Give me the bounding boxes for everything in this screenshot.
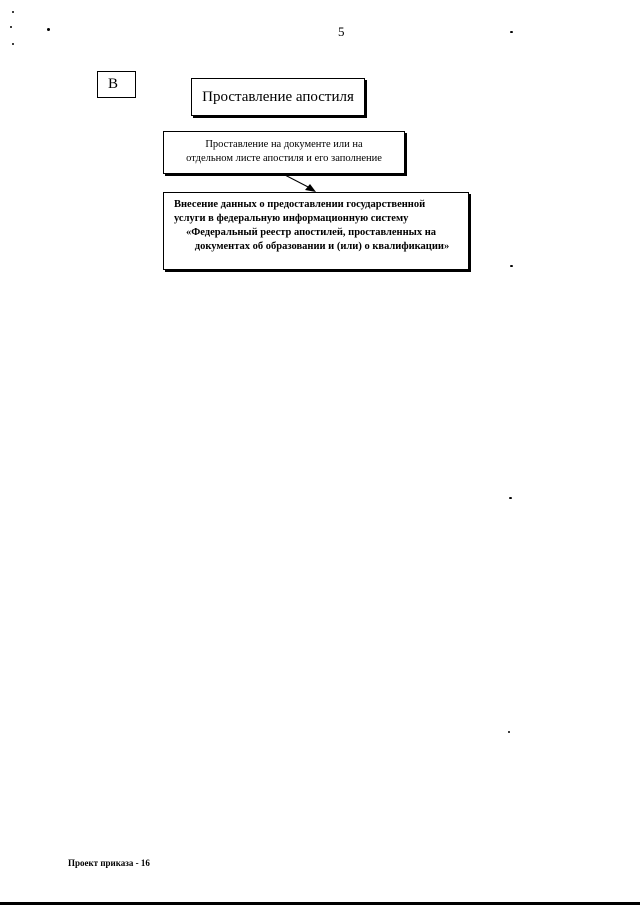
step1-line-1: Проставление на документе или на	[205, 139, 363, 150]
process-title-box: Проставление апостиля	[191, 78, 365, 116]
step2-line-4: документах об образовании и (или) о квалификации»	[194, 241, 450, 252]
step-apostille-placement-box	[163, 131, 405, 174]
scan-speck	[47, 28, 50, 31]
scan-speck	[510, 265, 513, 267]
footer-label: Проект приказа - 16	[68, 858, 150, 868]
scan-speck	[12, 43, 14, 45]
page-number: 5	[338, 24, 345, 39]
step2-line-2: услуги в федеральную информационную систему	[174, 213, 409, 224]
scan-speck	[509, 497, 512, 499]
step-registry-entry-box	[163, 192, 469, 270]
scan-speck	[12, 11, 14, 13]
scan-speck	[10, 26, 12, 28]
section-letter-box: В	[97, 71, 136, 98]
step2-line-3: «Федеральный реестр апостилей, проставленных на	[186, 227, 437, 238]
step1-line-2: отдельном листе апостиля и его заполнение	[186, 153, 382, 164]
scan-speck	[508, 731, 510, 733]
scan-speck	[510, 31, 513, 33]
step2-line-1: Внесение данных о предоставлении государственной	[174, 199, 426, 210]
